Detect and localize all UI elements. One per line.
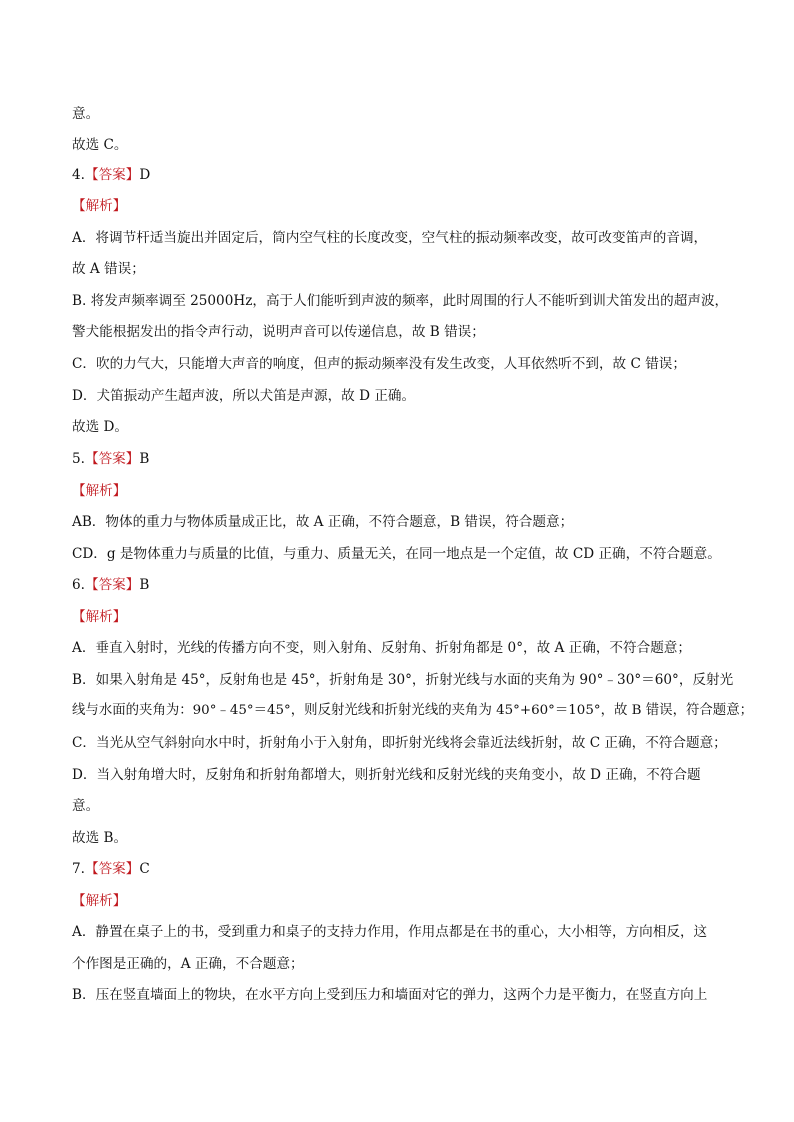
- answer-value: B: [139, 577, 150, 593]
- text-line: 故选 D。: [72, 419, 129, 435]
- text-line: B．如果入射角是 45°，反射角也是 45°，折射角是 30°，折射光线与水面的夹角为 90°﹣30°＝60°，反射光: [72, 672, 734, 688]
- answer-tag: 【答案】: [84, 861, 140, 877]
- question-number: 5.: [72, 451, 85, 467]
- text-line: D．犬笛振动产生超声波，所以犬笛是声源，故 D 正确。: [72, 388, 416, 404]
- text-line: A．垂直入射时，光线的传播方向不变，则入射角、反射角、折射角都是 0°，故 A 正确，不符合题意；: [72, 640, 691, 656]
- answer-value: D: [139, 167, 151, 183]
- analysis-label: 【解析】: [72, 198, 127, 214]
- analysis-label: 【解析】: [72, 609, 127, 625]
- answer-value: B: [139, 451, 150, 467]
- text-line: A．静置在桌子上的书，受到重力和桌子的支持力作用，作用点都是在书的重心，大小相等，方向相反，这: [72, 924, 708, 940]
- text-line: A．将调节杆适当旋出并固定后，筒内空气柱的长度改变，空气柱的振动频率改变，故可改变笛声的音调，: [72, 230, 708, 246]
- text-line: AB．物体的重力与物体质量成正比，故 A 正确，不符合题意，B 错误，符合题意；: [72, 514, 574, 530]
- answer-tag: 【答案】: [84, 577, 140, 593]
- analysis-label: 【解析】: [72, 893, 127, 909]
- answer-tag: 【答案】: [84, 451, 140, 467]
- answer-line-q7: [72, 859, 150, 879]
- answer-value: C: [139, 861, 150, 877]
- text-line: 故选 B。: [72, 830, 128, 846]
- text-line: 意。: [72, 106, 100, 122]
- text-line: C．当光从空气斜射向水中时，折射角小于入射角，即折射光线将会靠近法线折射，故 C 正确，不符合题意；: [72, 735, 727, 751]
- answer-line-q6: [72, 575, 149, 595]
- text-line: 线与水面的夹角为：90°﹣45°＝45°，则反射光线和折射光线的夹角为 45°+60°＝105°，故 B 错误，符合题意；: [72, 703, 754, 718]
- text-line: 意。: [72, 798, 100, 814]
- question-number: 6.: [72, 577, 85, 593]
- question-number: 7.: [72, 861, 85, 877]
- text-line: D．当入射角增大时，反射角和折射角都增大，则折射光线和反射光线的夹角变小，故 D 正确，不符合题: [72, 767, 701, 783]
- text-line: 故选 C。: [72, 137, 128, 153]
- answer-tag: 【答案】: [84, 167, 140, 183]
- answer-line-q4: [72, 165, 150, 185]
- text-line: B. 将发声频率调至 25000Hz，高于人们能听到声波的频率，此时周围的行人不能听到训犬笛发出的超声波，: [72, 293, 729, 309]
- text-line: 故 A 错误；: [72, 261, 145, 277]
- text-line: B．压在竖直墙面上的物块，在水平方向上受到压力和墙面对它的弹力，这两个力是平衡力，在竖直方向上: [72, 987, 708, 1003]
- text-line: CD．g 是物体重力与质量的比值，与重力、质量无关，在同一地点是一个定值，故 CD 正确，不符合题意。: [72, 546, 721, 562]
- question-number: 4.: [72, 167, 85, 183]
- text-line: C．吹的力气大，只能增大声音的响度，但声的振动频率没有发生改变，人耳依然听不到，故 C 错误；: [72, 356, 686, 372]
- text-line: 警犬能根据发出的指令声行动，说明声音可以传递信息，故 B 错误；: [72, 324, 485, 340]
- answer-line-q5: [72, 449, 149, 469]
- text-line: 个作图是正确的，A 正确，不合题意；: [72, 956, 304, 972]
- analysis-label: 【解析】: [72, 483, 127, 499]
